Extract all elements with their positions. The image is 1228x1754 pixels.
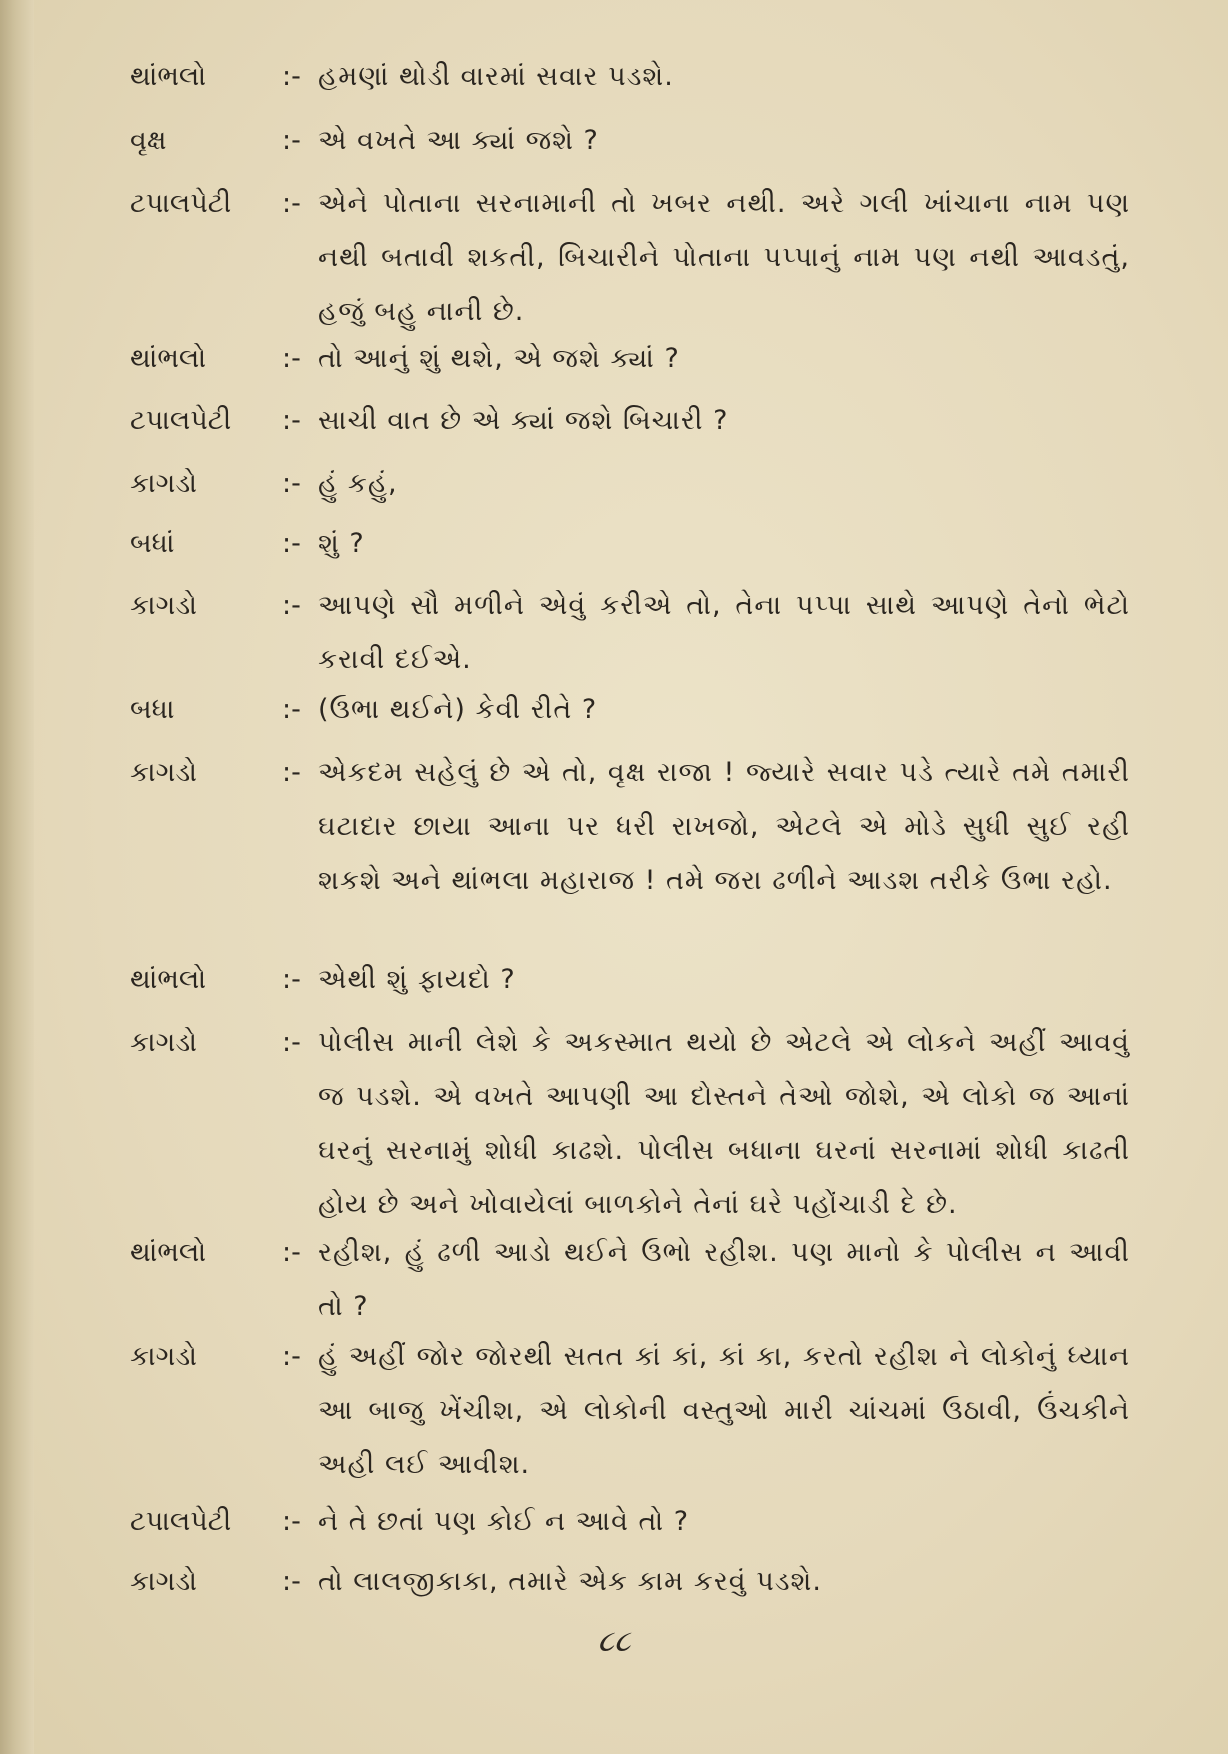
separator: :- (282, 1341, 301, 1372)
speaker-name: ટપાલપેટી (130, 405, 232, 436)
dialogue-text: રહીશ, હું ઢળી આડો થઈને ઉભો રહીશ. પણ માનો કે પોલીસ ન આવી તો ? (318, 1237, 1130, 1322)
dialogue-text: હમણાં થોડી વારમાં સવાર પડશે. (318, 61, 674, 92)
speaker-name: ટપાલપેટી (130, 1506, 232, 1537)
speaker-name: કાગડો (130, 1566, 197, 1597)
speaker-name: કાગડો (130, 1341, 197, 1372)
dialogue-text: આપણે સૌ મળીને એવું કરીએ તો, તેના પપ્પા સાથે આપણે તેનો ભેટો કરાવી દઈએ. (318, 590, 1130, 675)
speaker-name: થાંભલો (130, 343, 207, 374)
speaker-name: કાગડો (130, 757, 197, 788)
dialogue-text: શું ? (318, 528, 365, 559)
separator: :- (282, 343, 301, 374)
dialogue-text: એ વખતે આ ક્યાં જશે ? (318, 125, 599, 156)
speaker-name: થાંભલો (130, 964, 207, 995)
dialogue-text: સાચી વાત છે એ ક્યાં જશે બિચારી ? (318, 405, 729, 436)
page-number: ૮૮ (597, 1624, 631, 1659)
separator: :- (282, 590, 301, 621)
dialogue-text: એથી શું ફાયદો ? (318, 964, 516, 995)
speaker-name: બધાં (130, 528, 175, 559)
speaker-name: વૃક્ષ (130, 125, 167, 156)
dialogue-text: એને પોતાના સરનામાની તો ખબર નથી. અરે ગલી ખાંચાના નામ પણ નથી બતાવી શકતી, બિચારીને પોતાના પપ્પાનું નામ પણ નથી આવડતું, હજું બહુ નાની છે. (318, 188, 1130, 327)
speaker-name: થાંભલો (130, 61, 207, 92)
dialogue-text: તો આનું શું થશે, એ જશે ક્યાં ? (318, 343, 680, 374)
separator: :- (282, 757, 301, 788)
separator: :- (282, 964, 301, 995)
separator: :- (282, 528, 301, 559)
dialogue-text: એકદમ સહેલું છે એ તો, વૃક્ષ રાજા ! જ્યારે સવાર પડે ત્યારે તમે તમારી ઘટાદાર છાયા આના પર ધરી રાખજો, એટલે એ મોડે સુધી સુઈ રહી શકશે અને થાંભલા મહારાજ ! તમે જરા ઢળીને આડશ તરીકે ઉભા રહો. (318, 757, 1130, 896)
separator: :- (282, 405, 301, 436)
separator: :- (282, 1506, 301, 1537)
dialogue-text: (ઉભા થઈને) કેવી રીતે ? (318, 694, 598, 725)
separator: :- (282, 1027, 301, 1058)
dialogue-text: તો લાલજીકાકા, તમારે એક કામ કરવું પડશે. (318, 1566, 822, 1597)
separator: :- (282, 1237, 301, 1268)
separator: :- (282, 1566, 301, 1597)
speaker-name: કાગડો (130, 468, 197, 499)
separator: :- (282, 61, 301, 92)
speaker-name: થાંભલો (130, 1237, 207, 1268)
separator: :- (282, 468, 301, 499)
speaker-name: બધા (130, 694, 175, 725)
speaker-name: કાગડો (130, 1027, 197, 1058)
separator: :- (282, 188, 301, 219)
dialogue-text: હું કહું, (318, 468, 398, 499)
speaker-name: ટપાલપેટી (130, 188, 232, 219)
dialogue-text: ને તે છતાં પણ કોઈ ન આવે તો ? (318, 1506, 690, 1537)
dialogue-text: પોલીસ માની લેશે કે અકસ્માત થયો છે એટલે એ લોકને અહીં આવવું જ પડશે. એ વખતે આપણી આ દોસ્તને તેઓ જોશે, એ લોકો જ આનાં ઘરનું સરનામું શોધી કાઢશે. પોલીસ બધાના ઘરનાં સરનામાં શોધી કાઢતી હોય છે અને ખોવાયેલાં બાળકોને તેનાં ઘરે પહોંચાડી દે છે. (318, 1027, 1130, 1220)
dialogue-text: હું અહીં જોર જોરથી સતત કાં કાં, કાં કા, કરતો રહીશ ને લોકોનું ધ્યાન આ બાજુ ખેંચીશ, એ લોકોની વસ્તુઓ મારી ચાંચમાં ઉઠાવી, ઉંચકીને અહી લઈ આવીશ. (318, 1341, 1130, 1480)
separator: :- (282, 125, 301, 156)
speaker-name: કાગડો (130, 590, 197, 621)
separator: :- (282, 694, 301, 725)
